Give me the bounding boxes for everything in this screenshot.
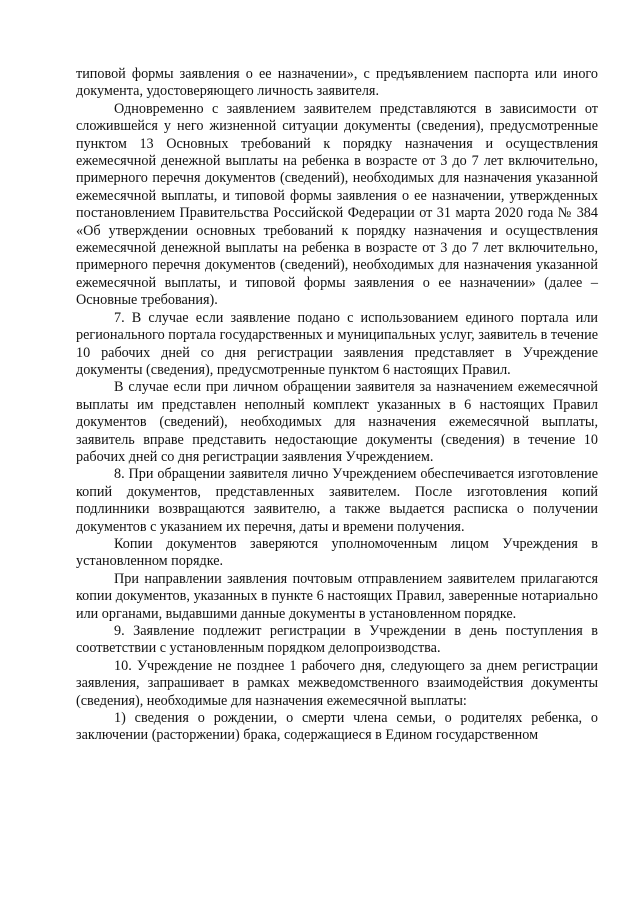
paragraph-postal-submission: При направлении заявления почтовым отправлением заявителем прилагаются копии документов, указанных в пункте 6 настоящих Правил, заверенные нотариально или органами, выдавшими данные документы в установленном порядке. xyxy=(76,570,598,622)
paragraph-item-9: 9. Заявление подлежит регистрации в Учреждении в день поступления в соответствии с установленным порядком делопроизводства. xyxy=(76,623,598,657)
paragraph-subitem-1: 1) сведения о рождении, о смерти члена семьи, о родителях ребенка, о заключении (расторжении) брака, содержащиеся в Едином государственном xyxy=(76,710,598,744)
paragraph-incomplete-set: В случае если при личном обращении заявителя за назначением ежемесячной выплаты им представлен неполный комплект указанных в 6 настоящих Правил документов (сведений), необходимых для назначения ежемесячной выплаты, заявитель вправе представить недостающие документы (сведения) в течение 10 рабочих дней со дня регистрации заявления Учреждением. xyxy=(76,379,598,465)
paragraph-item-7: 7. В случае если заявление подано с использованием единого портала или регионального портала государственных и муниципальных услуг, заявитель в течение 10 рабочих дней со дня регистрации заявления представляет в Учреждение документы (сведения), предусмотренные пунктом 6 настоящих Правил. xyxy=(76,309,598,378)
paragraph-continuation: типовой формы заявления о ее назначении», с предъявлением паспорта или иного документа, удостоверяющего личность заявителя. xyxy=(76,66,598,100)
paragraph-copies-certified: Копии документов заверяются уполномоченным лицом Учреждения в установленном порядке. xyxy=(76,535,598,570)
paragraph-item-10: 10. Учреждение не позднее 1 рабочего дня, следующего за днем регистрации заявления, запрашивает в рамках межведомственного взаимодействия документы (сведения), необходимые для назначения ежемесячной выплаты: xyxy=(76,657,598,709)
paragraph-item-8: 8. При обращении заявителя лично Учреждением обеспечивается изготовление копий документов, представленных заявителем. После изготовления копий подлинники возвращаются заявителю, а также выдается расписка о получении документов с указанием их перечня, даты и времени получения. xyxy=(76,466,598,535)
document-page xyxy=(76,66,598,745)
paragraph-documents-submission: Одновременно с заявлением заявителем представляются в зависимости от сложившейся у него жизненной ситуации документы (сведения), предусмотренные пунктом 13 Основных требований к порядку назначения и осуществления ежемесячной денежной выплаты на ребенка в возрасте от 3 до 7 лет включительно, примерного перечня документов (сведений), необходимых для назначения указанной ежемесячной выплаты, и типовой формы заявления о ее назначении, утвержденных постановлением Правительства Российской Федерации от 31 марта 2020 года № 384 «Об утверждении основных требований к порядку назначения и осуществления ежемесячной денежной выплаты на ребенка в возрасте от 3 до 7 лет включительно, примерного перечня документов (сведений), необходимых для назначения указанной ежемесячной выплаты, и типовой формы заявления о ее назначении» (далее – Основные требования). xyxy=(76,100,598,309)
